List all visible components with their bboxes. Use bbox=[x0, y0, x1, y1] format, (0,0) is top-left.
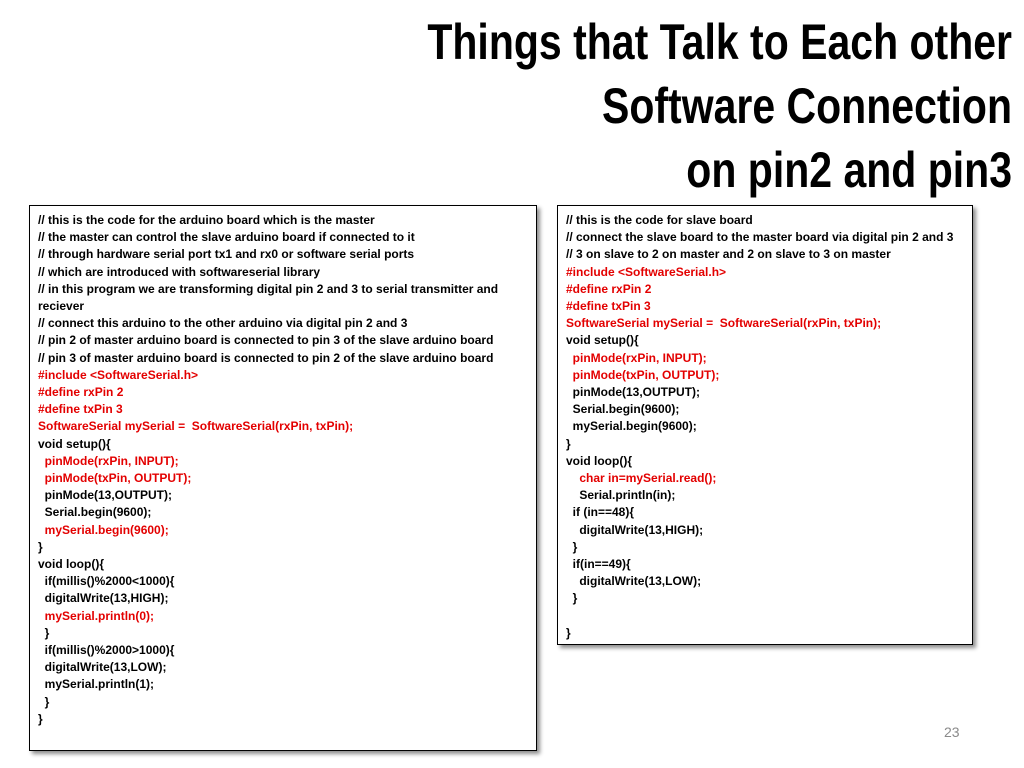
code-line: Serial.begin(9600); bbox=[566, 402, 680, 417]
code-line: } bbox=[566, 436, 571, 451]
code-line: // this is the code for the arduino board which is the master bbox=[38, 213, 375, 227]
code-line: SoftwareSerial mySerial = SoftwareSerial(rxPin, txPin); bbox=[38, 419, 354, 434]
code-line: #define rxPin 2 bbox=[566, 281, 652, 296]
code-line: } bbox=[38, 694, 50, 709]
slide-title bbox=[427, 10, 1012, 202]
slide-title-line-1: Things that Talk to Each other bbox=[427, 14, 1012, 70]
code-line: // which are introduced with softwareserial library bbox=[38, 264, 321, 279]
code-line: pinMode(txPin, OUTPUT); bbox=[38, 471, 192, 486]
code-line: if (in==48){ bbox=[566, 505, 635, 520]
code-line: pinMode(13,OUTPUT); bbox=[38, 488, 172, 503]
code-line: } bbox=[38, 539, 43, 554]
code-line: mySerial.begin(9600); bbox=[38, 522, 169, 537]
code-line: // connect this arduino to the other arduino via digital pin 2 and 3 bbox=[38, 316, 408, 331]
code-line: char in=mySerial.read(); bbox=[566, 471, 717, 486]
code-line: #include <SoftwareSerial.h> bbox=[38, 367, 199, 382]
code-line: #include <SoftwareSerial.h> bbox=[566, 264, 727, 279]
code-line: digitalWrite(13,HIGH); bbox=[566, 522, 704, 537]
slide-title-line-3: on pin2 and pin3 bbox=[686, 142, 1012, 198]
code-line: Serial.println(in); bbox=[566, 488, 676, 503]
code-line: mySerial.println(0); bbox=[38, 608, 155, 623]
code-line: // in this program we are transforming digital pin 2 and 3 to serial transmitter and reciever bbox=[38, 281, 502, 314]
code-line: void setup(){ bbox=[566, 333, 639, 348]
master-code-box bbox=[29, 205, 537, 751]
code-line: mySerial.begin(9600); bbox=[566, 419, 697, 434]
code-line: if(in==49){ bbox=[566, 557, 631, 572]
code-line: Serial.begin(9600); bbox=[38, 505, 152, 520]
code-line: #define txPin 3 bbox=[566, 299, 651, 314]
code-line: digitalWrite(13,HIGH); bbox=[38, 591, 169, 606]
code-line: mySerial.println(1); bbox=[38, 677, 155, 692]
code-line: #define txPin 3 bbox=[38, 402, 123, 417]
code-line: // pin 2 of master arduino board is connected to pin 3 of the slave arduino board bbox=[38, 333, 494, 348]
code-line: SoftwareSerial mySerial = SoftwareSerial(rxPin, txPin); bbox=[566, 316, 882, 331]
code-line: // connect the slave board to the master board via digital pin 2 and 3 bbox=[566, 230, 954, 245]
code-line: void setup(){ bbox=[38, 436, 111, 451]
slave-code-box bbox=[557, 205, 973, 645]
code-line: } bbox=[566, 591, 578, 606]
code-line: } bbox=[566, 539, 578, 554]
slide-title-line-2: Software Connection bbox=[601, 78, 1012, 134]
code-line: if(millis()%2000<1000){ bbox=[38, 574, 175, 589]
code-line: pinMode(txPin, OUTPUT); bbox=[566, 367, 720, 382]
code-line: } bbox=[38, 711, 43, 726]
code-line: // pin 3 of master arduino board is connected to pin 2 of the slave arduino board bbox=[38, 350, 494, 365]
code-line: } bbox=[38, 625, 50, 640]
code-line: // the master can control the slave arduino board if connected to it bbox=[38, 230, 415, 245]
code-line: pinMode(rxPin, INPUT); bbox=[566, 350, 707, 365]
code-line: #define rxPin 2 bbox=[38, 385, 124, 400]
code-line bbox=[566, 608, 966, 625]
code-line: digitalWrite(13,LOW); bbox=[38, 660, 167, 675]
code-line: digitalWrite(13,LOW); bbox=[566, 574, 702, 589]
code-line: void loop(){ bbox=[566, 453, 632, 468]
code-line: // 3 on slave to 2 on master and 2 on slave to 3 on master bbox=[566, 247, 891, 262]
code-line: // this is the code for slave board bbox=[566, 213, 753, 227]
code-line: // through hardware serial port tx1 and rx0 or software serial ports bbox=[38, 247, 415, 262]
page-number: 23 bbox=[944, 724, 960, 740]
code-line: pinMode(rxPin, INPUT); bbox=[38, 453, 179, 468]
code-line: if(millis()%2000>1000){ bbox=[38, 643, 175, 658]
code-line: } bbox=[566, 625, 571, 640]
code-line: void loop(){ bbox=[38, 557, 104, 572]
code-line: pinMode(13,OUTPUT); bbox=[566, 385, 700, 400]
